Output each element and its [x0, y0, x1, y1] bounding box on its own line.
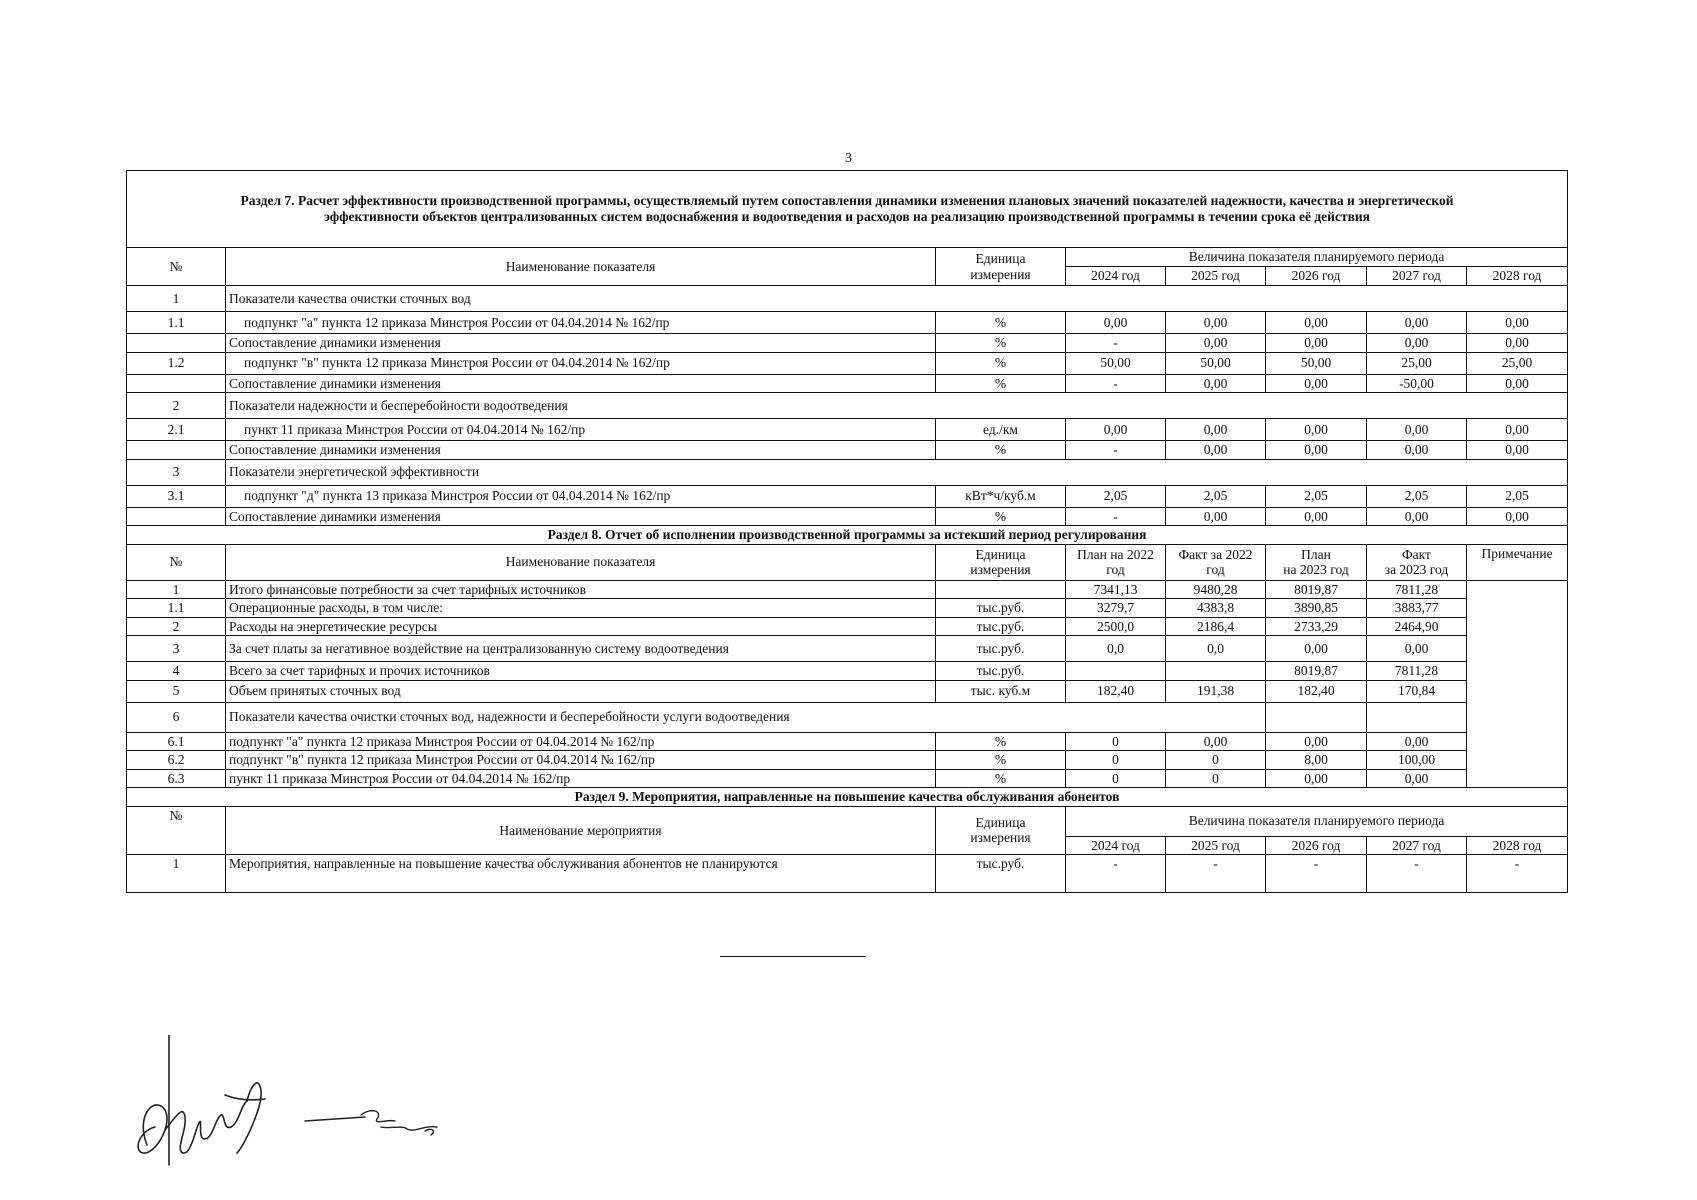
- section7-title: [127, 171, 1568, 248]
- value-cell: 0: [1166, 769, 1266, 788]
- s9-col-unit-line1: Единица: [975, 814, 1026, 830]
- value-cell: 0,00: [1166, 507, 1266, 526]
- value-cell: 0,00: [1367, 769, 1467, 788]
- s8-note-header: Примечание: [1467, 544, 1568, 580]
- report-table-body: [127, 171, 1568, 893]
- value-cell: 2,05: [1266, 485, 1367, 507]
- row-number: 6.3: [127, 769, 226, 788]
- col-unit-line2: измерения: [970, 266, 1031, 282]
- year-header: 2024 год: [1066, 836, 1166, 855]
- section7-title-row: [127, 171, 1568, 248]
- row-number: [127, 507, 226, 526]
- value-cell: [1066, 662, 1166, 681]
- s8-col-unit-line2: измерения: [970, 562, 1031, 578]
- value-cell: 0,00: [1367, 732, 1467, 751]
- value-cell: -: [1066, 855, 1166, 893]
- section7-title-line2: эффективности объектов централизованных систем водоснабжения и водоотведения и расходов на реализацию производственной программы в течении срока её действия: [324, 209, 1370, 224]
- col-name-header: Наименование показателя: [226, 248, 936, 286]
- separator-line: [720, 956, 866, 957]
- s8-col-header-line2: за 2023 год: [1384, 562, 1449, 578]
- value-cell: 0,00: [1367, 507, 1467, 526]
- unit-cell: %: [936, 769, 1066, 788]
- indicator-group-row: [127, 459, 1568, 485]
- value-cell: 2,05: [1467, 485, 1568, 507]
- col-period-header: Величина показателя планируемого периода: [1066, 248, 1568, 267]
- value-cell: -: [1166, 855, 1266, 893]
- row-number: 3.1: [127, 485, 226, 507]
- year-header: 2024 год: [1066, 267, 1166, 286]
- s8-col-num-header: №: [127, 544, 226, 580]
- value-cell: 2186,4: [1166, 617, 1266, 636]
- indicator-name: Сопоставление динамики изменения: [226, 374, 936, 393]
- section7-header-row1: [127, 248, 1568, 267]
- indicator-name: Сопоставление динамики изменения: [226, 507, 936, 526]
- value-cell: 25,00: [1467, 352, 1568, 374]
- value-cell: 2,05: [1367, 485, 1467, 507]
- unit-cell: %: [936, 507, 1066, 526]
- value-cell: 7341,13: [1066, 580, 1166, 599]
- row-number: 5: [127, 680, 226, 702]
- value-cell: 0,00: [1467, 374, 1568, 393]
- handwritten-signature: [125, 1035, 455, 1175]
- year-header: 2028 год: [1467, 836, 1568, 855]
- unit-cell: [936, 580, 1066, 599]
- s8-col-header-line1: Факт за 2022: [1178, 546, 1253, 562]
- value-cell: 2500,0: [1066, 617, 1166, 636]
- value-cell: 2464,90: [1367, 617, 1467, 636]
- value-cell: 50,00: [1066, 352, 1166, 374]
- value-cell: 0,0: [1166, 636, 1266, 662]
- value-cell: 0,00: [1367, 441, 1467, 460]
- unit-cell: тыс.руб.: [936, 617, 1066, 636]
- value-cell: 8,00: [1266, 751, 1367, 770]
- value-cell: 0: [1066, 769, 1166, 788]
- group-title: Показатели качества очистки сточных вод: [226, 286, 1568, 312]
- value-cell: 8019,87: [1266, 662, 1367, 681]
- indicator-row: [127, 485, 1568, 507]
- indicator-name: подпункт "д" пункта 13 приказа Минстроя России от 04.04.2014 № 162/пр: [226, 485, 936, 507]
- indicator-name: пункт 11 приказа Минстроя России от 04.04.2014 № 162/пр: [226, 769, 936, 788]
- s8-col-header: [1166, 544, 1266, 580]
- row-number: 1: [127, 855, 226, 893]
- activity-name: Мероприятия, направленные на повышение качества обслуживания абонентов не планируются: [226, 855, 936, 893]
- year-header: 2025 год: [1166, 267, 1266, 286]
- row-number: 6.2: [127, 751, 226, 770]
- row-number: 2: [127, 393, 226, 419]
- section7-title-line1: Раздел 7. Расчет эффективности производственной программы, осуществляемый путем сопоставления динамики изменения плановых значений показателей надежности, качества и энергетической: [240, 193, 1454, 209]
- comparison-row: [127, 334, 1568, 353]
- indicator-name: подпункт "в" пункта 12 приказа Минстроя России от 04.04.2014 № 162/пр: [226, 352, 936, 374]
- unit-cell: %: [936, 374, 1066, 393]
- value-cell: 0: [1166, 751, 1266, 770]
- value-cell: 0,00: [1066, 419, 1166, 441]
- value-cell: 0: [1066, 732, 1166, 751]
- value-cell: 0,00: [1166, 732, 1266, 751]
- year-header: 2025 год: [1166, 836, 1266, 855]
- indicator-name: Объем принятых сточных вод: [226, 680, 936, 702]
- s8-col-header-line2: год: [1106, 562, 1125, 578]
- value-cell: 50,00: [1166, 352, 1266, 374]
- col-num-header: №: [127, 248, 226, 286]
- group-title: Показатели надежности и бесперебойности водоотведения: [226, 393, 1568, 419]
- s9-col-unit-header: [936, 806, 1066, 855]
- s8-col-header-line1: Факт: [1402, 546, 1431, 562]
- value-cell: 0,00: [1266, 312, 1367, 334]
- report-row: [127, 702, 1568, 732]
- indicator-name: Сопоставление динамики изменения: [226, 441, 936, 460]
- indicator-name: подпункт "в" пункта 12 приказа Минстроя России от 04.04.2014 № 162/пр: [226, 751, 936, 770]
- year-header: 2027 год: [1367, 836, 1467, 855]
- value-cell: 0,00: [1266, 374, 1367, 393]
- value-cell: 0,00: [1467, 507, 1568, 526]
- year-header: 2026 год: [1266, 267, 1367, 286]
- value-cell: 0,00: [1266, 636, 1367, 662]
- value-cell: 2,05: [1166, 485, 1266, 507]
- section9-title: Раздел 9. Мероприятия, направленные на повышение качества обслуживания абонентов: [127, 788, 1568, 807]
- value-cell: [1266, 702, 1367, 732]
- value-cell: 170,84: [1367, 680, 1467, 702]
- value-cell: 0,00: [1367, 419, 1467, 441]
- indicator-group-row: [127, 286, 1568, 312]
- unit-cell: кВт*ч/куб.м: [936, 485, 1066, 507]
- row-number: 1.1: [127, 599, 226, 618]
- value-cell: 182,40: [1266, 680, 1367, 702]
- value-cell: 50,00: [1266, 352, 1367, 374]
- row-number: 2.1: [127, 419, 226, 441]
- year-header: 2027 год: [1367, 267, 1467, 286]
- s8-col-header-line2: на 2023 год: [1283, 562, 1349, 578]
- s9-col-num-header: №: [127, 806, 226, 855]
- unit-cell: ед./км: [936, 419, 1066, 441]
- value-cell: 0,00: [1266, 507, 1367, 526]
- row-number: 2: [127, 617, 226, 636]
- unit-cell: %: [936, 441, 1066, 460]
- value-cell: [1367, 702, 1467, 732]
- value-cell: 0,00: [1467, 419, 1568, 441]
- s8-col-unit-line1: Единица: [975, 546, 1026, 562]
- col-unit-line1: Единица: [975, 250, 1026, 266]
- value-cell: -50,00: [1367, 374, 1467, 393]
- s8-col-name-header: Наименование показателя: [226, 544, 936, 580]
- row-number: 6.1: [127, 732, 226, 751]
- value-cell: 0: [1066, 751, 1166, 770]
- row-number: 1.1: [127, 312, 226, 334]
- value-cell: -: [1066, 334, 1166, 353]
- section8-title-row: [127, 526, 1568, 545]
- value-cell: 0,00: [1467, 312, 1568, 334]
- value-cell: 100,00: [1367, 751, 1467, 770]
- value-cell: 0,0: [1066, 636, 1166, 662]
- s8-col-header-line1: План на 2022: [1077, 546, 1154, 562]
- row-number: 6: [127, 702, 226, 732]
- row-number: [127, 334, 226, 353]
- s9-col-unit-line2: измерения: [970, 830, 1031, 846]
- indicator-name: Расходы на энергетические ресурсы: [226, 617, 936, 636]
- unit-cell: %: [936, 751, 1066, 770]
- row-number: 1: [127, 580, 226, 599]
- value-cell: 0,00: [1166, 334, 1266, 353]
- value-cell: 7811,28: [1367, 580, 1467, 599]
- row-number: 4: [127, 662, 226, 681]
- s8-col-header: [1066, 544, 1166, 580]
- s8-col-header-line2: год: [1206, 562, 1225, 578]
- unit-cell: %: [936, 334, 1066, 353]
- unit-cell: %: [936, 312, 1066, 334]
- value-cell: -: [1066, 507, 1166, 526]
- comparison-row: [127, 441, 1568, 460]
- s8-col-unit-header: [936, 544, 1066, 580]
- indicator-group-row: [127, 393, 1568, 419]
- report-row: [127, 636, 1568, 662]
- value-cell: 191,38: [1166, 680, 1266, 702]
- unit-cell: тыс.руб.: [936, 662, 1066, 681]
- unit-cell: %: [936, 352, 1066, 374]
- row-number: [127, 441, 226, 460]
- report-row: [127, 580, 1568, 599]
- s8-col-header: [1367, 544, 1467, 580]
- indicator-name: пункт 11 приказа Минстроя России от 04.04.2014 № 162/пр: [226, 419, 936, 441]
- value-cell: -: [1367, 855, 1467, 893]
- indicator-name: Операционные расходы, в том числе:: [226, 599, 936, 618]
- comparison-row: [127, 374, 1568, 393]
- report-row: [127, 662, 1568, 681]
- report-row: [127, 599, 1568, 618]
- s8-col-header-line1: План: [1301, 546, 1331, 562]
- group-title: Показатели энергетической эффективности: [226, 459, 1568, 485]
- row-number: 1.2: [127, 352, 226, 374]
- s8-note-cell: [1467, 580, 1568, 788]
- activity-row: [127, 855, 1568, 893]
- indicator-name: За счет платы за негативное воздействие на централизованную систему водоотведения: [226, 636, 936, 662]
- value-cell: 182,40: [1066, 680, 1166, 702]
- indicator-row: [127, 419, 1568, 441]
- value-cell: 0,00: [1467, 334, 1568, 353]
- year-header: 2026 год: [1266, 836, 1367, 855]
- value-cell: 9480,28: [1166, 580, 1266, 599]
- value-cell: 3279,7: [1066, 599, 1166, 618]
- report-row: [127, 751, 1568, 770]
- unit-cell: тыс.руб.: [936, 636, 1066, 662]
- comparison-row: [127, 507, 1568, 526]
- value-cell: 0,00: [1266, 732, 1367, 751]
- unit-cell: тыс. куб.м: [936, 680, 1066, 702]
- value-cell: 0,00: [1166, 441, 1266, 460]
- value-cell: -: [1066, 374, 1166, 393]
- s9-col-period-header: Величина показателя планируемого периода: [1066, 806, 1568, 836]
- section9-header-row1: [127, 806, 1568, 836]
- report-row: [127, 732, 1568, 751]
- indicator-row: [127, 352, 1568, 374]
- unit-cell: тыс.руб.: [936, 599, 1066, 618]
- value-cell: 3890,85: [1266, 599, 1367, 618]
- value-cell: -: [1266, 855, 1367, 893]
- value-cell: 2,05: [1066, 485, 1166, 507]
- report-table: [126, 170, 1568, 893]
- row-number: 1: [127, 286, 226, 312]
- row-number: 3: [127, 636, 226, 662]
- year-header: 2028 год: [1467, 267, 1568, 286]
- value-cell: 0,00: [1367, 334, 1467, 353]
- value-cell: 0,00: [1166, 374, 1266, 393]
- unit-cell: тыс.руб.: [936, 855, 1066, 893]
- indicator-name: Итого финансовые потребности за счет тарифных источников: [226, 580, 936, 599]
- value-cell: 4383,8: [1166, 599, 1266, 618]
- row-number: [127, 374, 226, 393]
- value-cell: 7811,28: [1367, 662, 1467, 681]
- value-cell: 0,00: [1066, 312, 1166, 334]
- value-cell: 0,00: [1367, 312, 1467, 334]
- indicator-name: Показатели качества очистки сточных вод, надежности и бесперебойности услуги водоотведения: [226, 702, 1266, 732]
- value-cell: 0,00: [1266, 419, 1367, 441]
- value-cell: 0,00: [1166, 419, 1266, 441]
- value-cell: 0,00: [1266, 441, 1367, 460]
- row-number: 3: [127, 459, 226, 485]
- indicator-name: Всего за счет тарифных и прочих источников: [226, 662, 936, 681]
- value-cell: -: [1066, 441, 1166, 460]
- section9-title-row: [127, 788, 1568, 807]
- value-cell: 0,00: [1266, 334, 1367, 353]
- col-unit-header: [936, 248, 1066, 286]
- indicator-row: [127, 312, 1568, 334]
- report-row: [127, 680, 1568, 702]
- value-cell: 8019,87: [1266, 580, 1367, 599]
- value-cell: 0,00: [1166, 312, 1266, 334]
- value-cell: 0,00: [1467, 441, 1568, 460]
- report-row: [127, 617, 1568, 636]
- indicator-name: подпункт "а" пункта 12 приказа Минстроя России от 04.04.2014 № 162/пр: [226, 732, 936, 751]
- unit-cell: %: [936, 732, 1066, 751]
- value-cell: 0,00: [1266, 769, 1367, 788]
- section8-title: Раздел 8. Отчет об исполнении производственной программы за истекший период регулирования: [127, 526, 1568, 545]
- s9-col-name-header: Наименование мероприятия: [226, 806, 936, 855]
- value-cell: -: [1467, 855, 1568, 893]
- document-table-container: [126, 170, 1567, 893]
- section8-header-row: [127, 544, 1568, 580]
- indicator-name: подпункт "а" пункта 12 приказа Минстроя России от 04.04.2014 № 162/пр: [226, 312, 936, 334]
- indicator-name: Сопоставление динамики изменения: [226, 334, 936, 353]
- value-cell: 3883,77: [1367, 599, 1467, 618]
- page-number: 3: [845, 151, 852, 166]
- s8-col-header: [1266, 544, 1367, 580]
- value-cell: [1166, 662, 1266, 681]
- value-cell: 2733,29: [1266, 617, 1367, 636]
- report-row: [127, 769, 1568, 788]
- value-cell: 0,00: [1367, 636, 1467, 662]
- value-cell: 25,00: [1367, 352, 1467, 374]
